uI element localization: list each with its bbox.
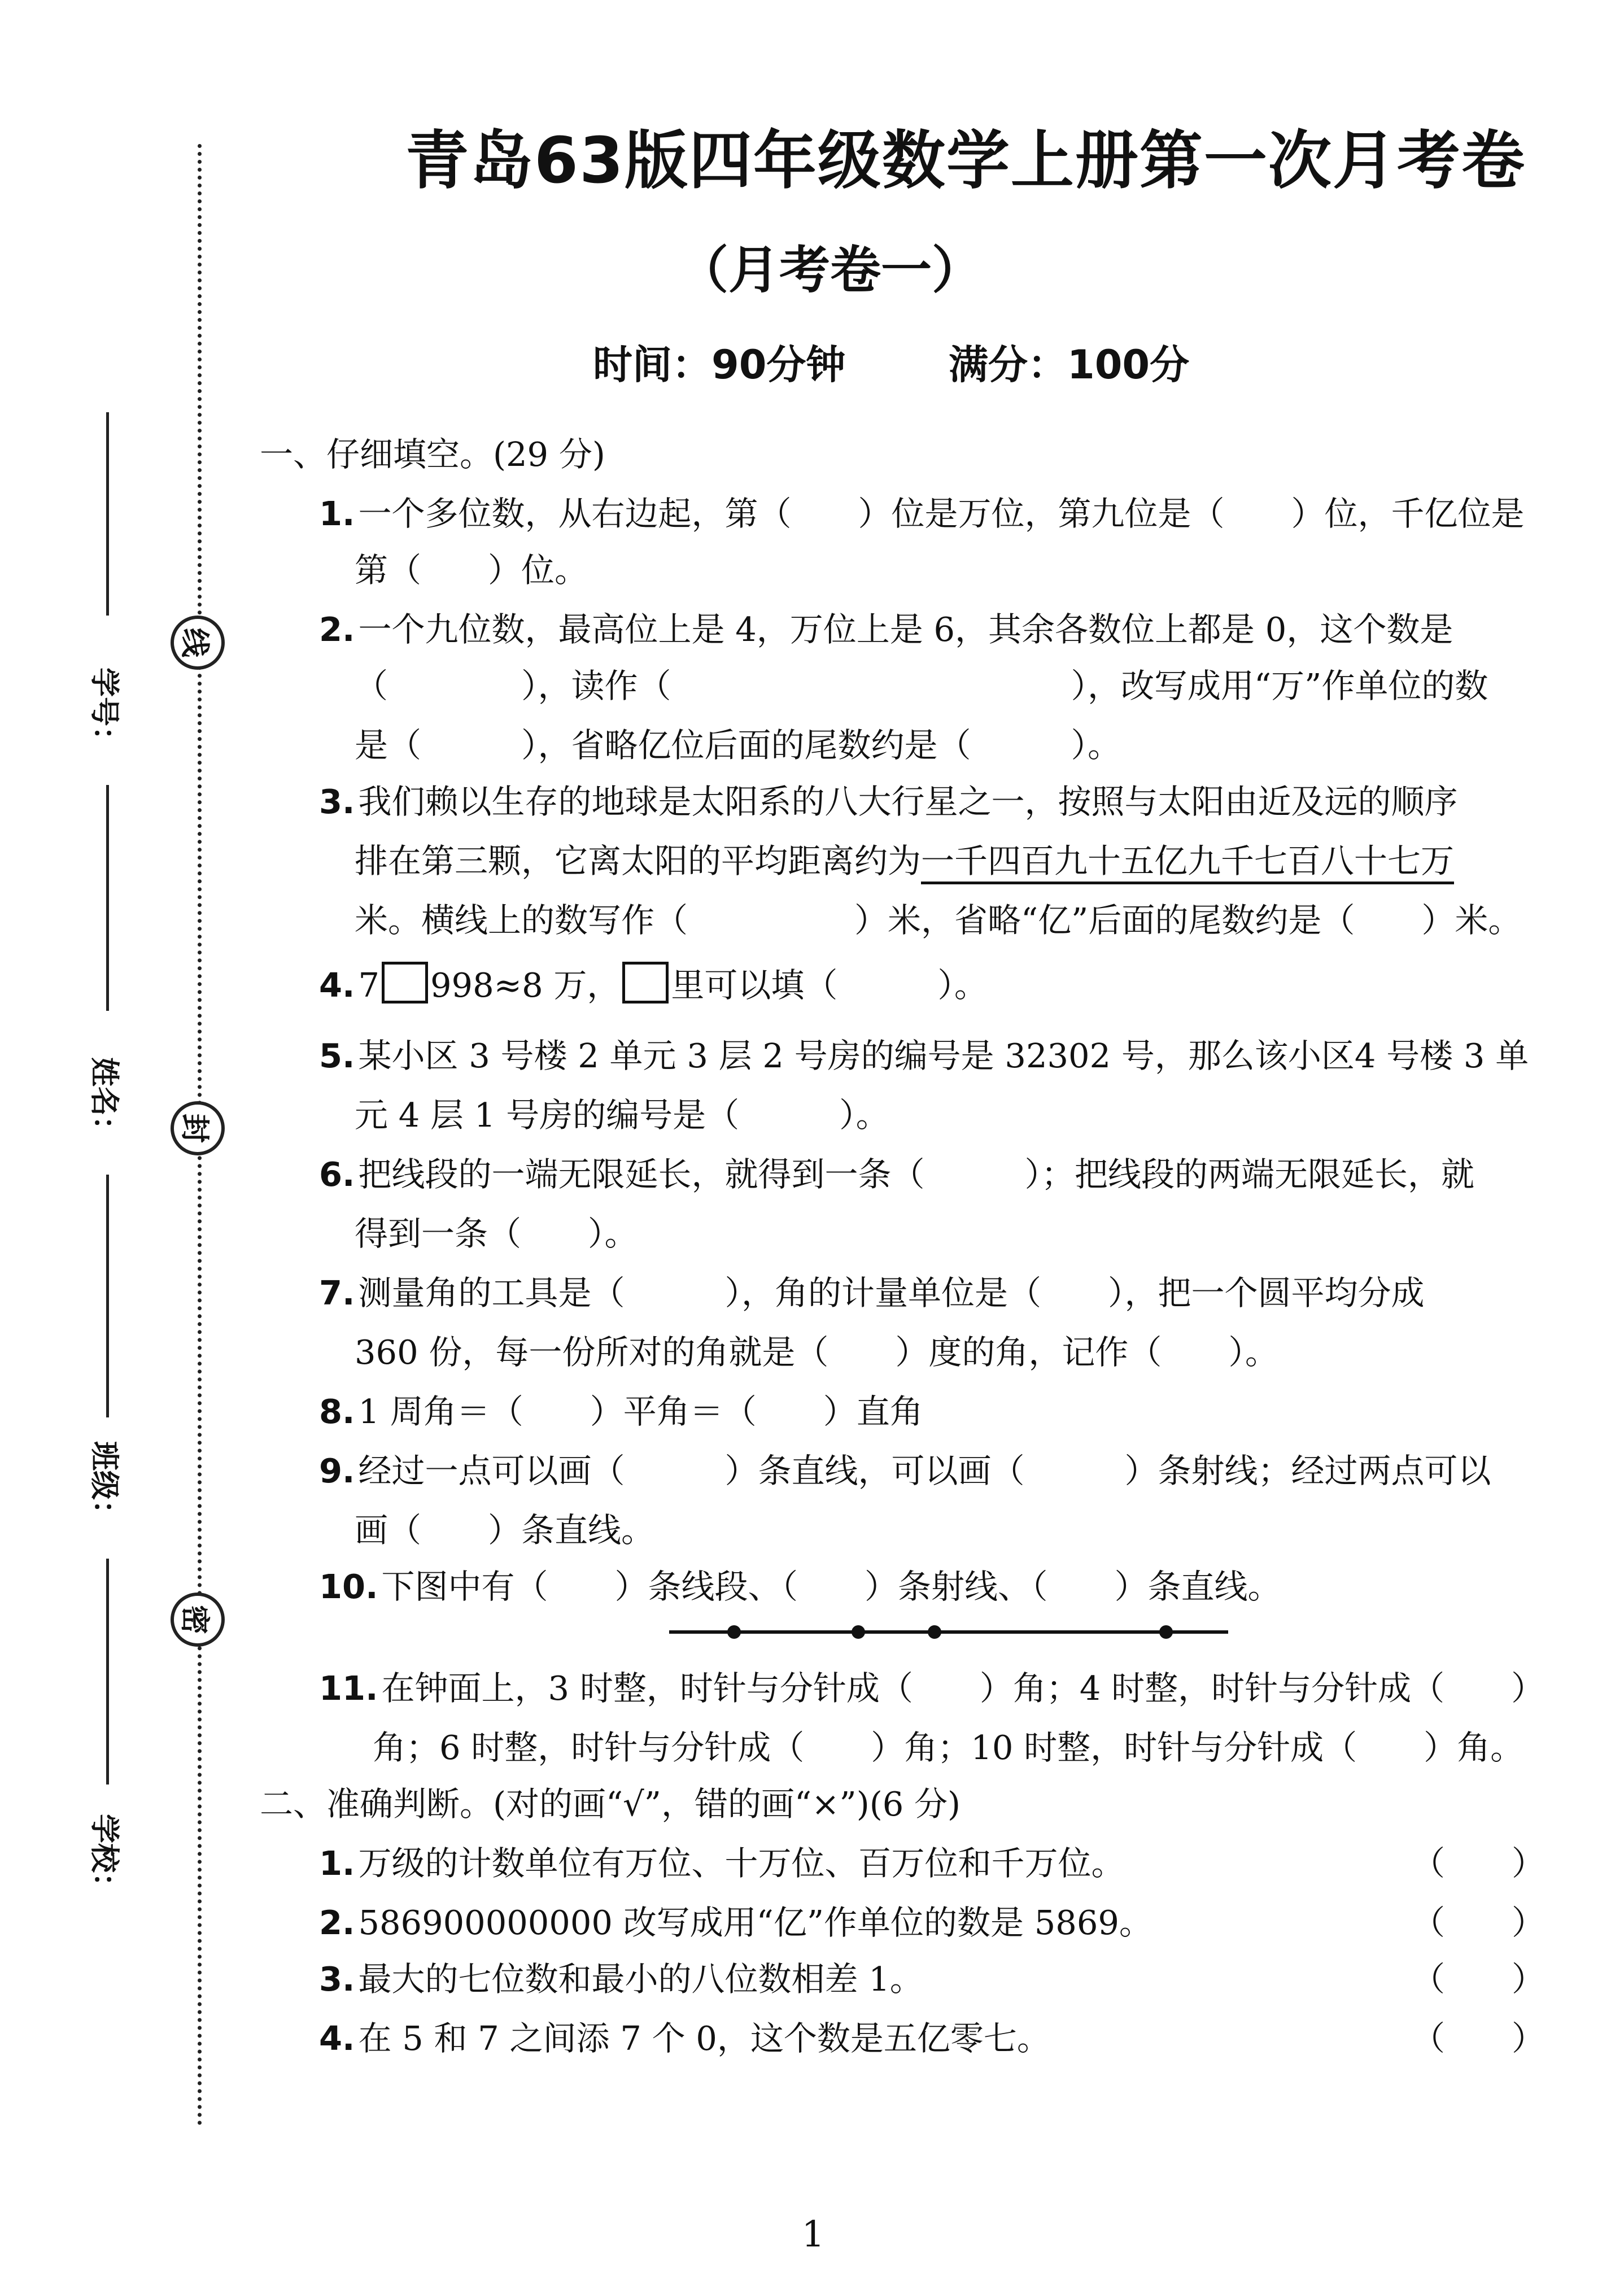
section2-heading: 二、准确判断。(对的画“√”，错的画“×”)(6 分) — [260, 1784, 961, 1823]
page-number: 1 — [801, 2214, 825, 2255]
student-id-line — [106, 785, 109, 1011]
q3-text-2a: 排在第三颗，它离太阳的平均距离约为 — [355, 841, 922, 880]
class-label: 班级： — [87, 1441, 121, 1530]
student-id-line-top — [106, 412, 109, 616]
judge-item-3-answer[interactable]: （ ） — [1412, 1960, 1546, 1999]
exam-full-score: 满分：100分 — [949, 342, 1190, 388]
q4-blank-box-2[interactable] — [622, 962, 669, 1003]
name-line — [106, 1175, 109, 1417]
q9-line1 — [319, 1446, 1491, 1496]
q4-line1 — [319, 960, 988, 1011]
q3-text-1: 我们赖以生存的地球是太阳系的八大行星之一，按照与太阳由近及远的顺序 — [358, 782, 1458, 821]
judge-item-4 — [319, 2013, 1050, 2064]
q10-figure-point-3 — [928, 1625, 941, 1639]
exam-title: 青岛63版四年级数学上册第一次月考卷 — [405, 124, 1526, 198]
judge-item-2-text: 586900000000 改写成用“亿”作单位的数是 5869。 — [358, 1903, 1152, 1942]
q8-text-1: 1 周角＝（ ）平角＝（ ）直角 — [358, 1392, 923, 1431]
judge-item-4-answer[interactable]: （ ） — [1412, 2019, 1546, 2058]
q9-line2: 画（ ）条直线。 — [355, 1511, 655, 1550]
q5-line2: 元 4 层 1 号房的编号是（ ）。 — [355, 1096, 889, 1135]
q7-number: 7. — [319, 1273, 355, 1312]
q1-number: 1. — [319, 494, 355, 533]
judge-item-4-text: 在 5 和 7 之间添 7 个 0，这个数是五亿零七。 — [358, 2019, 1050, 2058]
q6-text-1: 把线段的一端无限延长，就得到一条（ ）；把线段的两端无限延长，就 — [358, 1155, 1474, 1194]
q10-figure-point-4 — [1159, 1625, 1173, 1639]
q1-line2: 第（ ）位。 — [355, 551, 588, 590]
seal-mi: 密 — [171, 1592, 225, 1647]
q8-line1 — [319, 1386, 923, 1437]
q2-line3: 是（ ），省略亿位后面的尾数约是（ ）。 — [355, 726, 1121, 765]
q1-line1 — [319, 488, 1524, 539]
q3-line2 — [355, 836, 1454, 887]
judge-item-4-number: 4. — [319, 2019, 355, 2058]
q3-number: 3. — [319, 782, 355, 821]
q5-text-1: 某小区 3 号楼 2 单元 3 层 2 号房的编号是 32302 号，那么该小区4 号楼 3 单 — [358, 1036, 1529, 1075]
exam-time: 时间：90分钟 — [593, 342, 846, 388]
q11-line1 — [319, 1663, 1544, 1714]
student-id-label: 学号： — [87, 667, 121, 756]
judge-item-1-number: 1. — [319, 1844, 355, 1883]
q4-number: 4. — [319, 966, 355, 1005]
q7-line1 — [319, 1268, 1424, 1319]
q5-line1 — [319, 1031, 1529, 1081]
q7-text-1: 测量角的工具是（ ），角的计量单位是（ ），把一个圆平均分成 — [358, 1273, 1425, 1312]
judge-item-2-number: 2. — [319, 1903, 355, 1942]
q9-text-1: 经过一点可以画（ ）条直线，可以画（ ）条射线；经过两点可以 — [358, 1451, 1491, 1490]
q6-line1 — [319, 1149, 1474, 1200]
q4-text-a: 7 — [358, 966, 380, 1005]
q10-figure-point-2 — [852, 1625, 865, 1639]
q8-number: 8. — [319, 1392, 355, 1431]
q6-number: 6. — [319, 1155, 355, 1194]
school-label: 学校： — [87, 1814, 121, 1903]
exam-subtitle: （月考卷一） — [678, 241, 983, 300]
q9-number: 9. — [319, 1451, 355, 1490]
q3-line1 — [319, 776, 1457, 827]
q5-number: 5. — [319, 1036, 355, 1075]
q10-line1 — [319, 1561, 1281, 1612]
q11-text-1: 在钟面上，3 时整，时针与分针成（ ）角；4 时整，时针与分针成（ ） — [381, 1669, 1545, 1708]
q10-line-figure — [669, 1609, 1228, 1655]
section1-heading: 一、仔细填空。(29 分) — [260, 435, 605, 474]
q4-text-c: 里可以填（ ）。 — [671, 966, 988, 1005]
q3-underlined-number: 一千四百九十五亿九千七百八十七万 — [921, 841, 1454, 884]
q2-number: 2. — [319, 610, 355, 649]
q11-number: 11. — [319, 1669, 378, 1708]
name-label: 姓名： — [87, 1057, 121, 1146]
q4-text-b: 998≈8 万， — [430, 966, 621, 1005]
q11-line2: 角；6 时整，时针与分针成（ ）角；10 时整，时针与分针成（ ）角。 — [373, 1728, 1524, 1767]
q3-line3: 米。横线上的数写作（ ）米，省略“亿”后面的尾数约是（ ）米。 — [355, 901, 1522, 940]
judge-item-3-number: 3. — [319, 1960, 355, 1999]
judge-item-3-text: 最大的七位数和最小的八位数相差 1。 — [358, 1960, 923, 1999]
q4-blank-box-1[interactable] — [382, 962, 428, 1003]
judge-item-2 — [319, 1897, 1152, 1948]
judge-item-2-answer[interactable]: （ ） — [1412, 1903, 1546, 1942]
q2-line1 — [319, 604, 1453, 655]
q10-figure-point-1 — [727, 1625, 741, 1639]
judge-item-1 — [319, 1838, 1124, 1889]
judge-item-3 — [319, 1954, 923, 2005]
q10-text-1: 下图中有（ ）条线段、（ ）条射线、（ ）条直线。 — [381, 1567, 1281, 1606]
q1-text-1: 一个多位数，从右边起，第（ ）位是万位，第九位是（ ）位，千亿位是 — [358, 494, 1525, 533]
seal-xian: 线 — [171, 616, 225, 670]
q2-text-1: 一个九位数，最高位上是 4，万位上是 6，其余各数位上都是 0，这个数是 — [358, 610, 1453, 649]
q6-line2: 得到一条（ ）。 — [355, 1214, 638, 1253]
q10-number: 10. — [319, 1567, 378, 1606]
seal-feng: 封 — [171, 1101, 225, 1155]
q2-line2: （ ），读作（ ），改写成用“万”作单位的数 — [355, 666, 1488, 705]
class-line — [106, 1559, 109, 1784]
q7-line2: 360 份，每一份所对的角就是（ ）度的角，记作（ ）。 — [355, 1333, 1278, 1372]
judge-item-1-text: 万级的计数单位有万位、十万位、百万位和千万位。 — [358, 1844, 1125, 1883]
judge-item-1-answer[interactable]: （ ） — [1412, 1844, 1546, 1883]
